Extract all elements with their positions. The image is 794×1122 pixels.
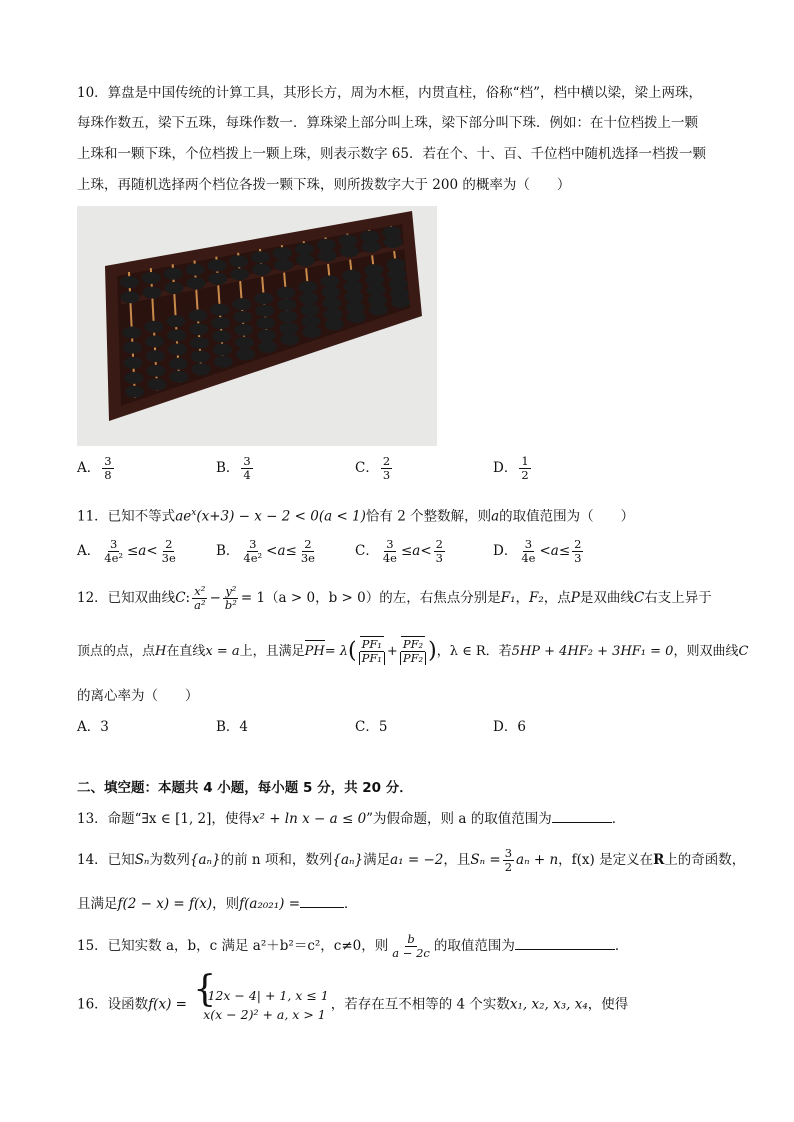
abacus-bead: [208, 273, 227, 285]
abacus-bead: [279, 322, 298, 334]
abacus-bead: [251, 251, 270, 263]
q13-answer-blank[interactable]: [552, 808, 612, 823]
abacus-bead: [317, 239, 336, 251]
abacus-bead: [142, 272, 161, 284]
abacus-bead: [362, 241, 381, 253]
abacus-bead: [233, 311, 252, 323]
abacus-bead: [274, 259, 293, 271]
abacus-bead: [164, 268, 183, 280]
q10-option-a[interactable]: A． $\frac{3}{8}$: [77, 454, 112, 482]
abacus-bead: [191, 351, 210, 363]
abacus-bead: [214, 356, 233, 368]
abacus-bead: [295, 243, 314, 255]
abacus-bead: [234, 324, 253, 336]
q11-option-d[interactable]: D． $\frac{3}{4e}$ <a≤ $\frac{2}{3}$: [493, 537, 582, 565]
abacus-bead: [120, 276, 139, 288]
q11-option-c[interactable]: C． $\frac{3}{4e}$ ≤a< $\frac{2}{3}$: [355, 537, 443, 565]
q10-line-4: 上珠，再随机选择两个档位各拨一颗下珠，则所拨数字大于 200 的概率为（ ）: [77, 177, 571, 193]
abacus-bead: [232, 298, 251, 310]
abacus-bead: [252, 264, 271, 276]
abacus-bead: [125, 386, 144, 398]
abacus-bead: [342, 270, 361, 282]
abacus-bead: [384, 236, 403, 248]
abacus-bead: [121, 291, 140, 303]
abacus-bead: [277, 299, 296, 311]
abacus-bead: [144, 321, 163, 333]
abacus-bead: [166, 315, 185, 327]
abacus-bead: [257, 330, 276, 342]
q11-option-b[interactable]: B． $\frac{3}{\text{4e²}}$ <a≤ $\frac{2}{3e}$: [216, 537, 315, 565]
q12-option-b[interactable]: B．4: [216, 719, 249, 735]
abacus-bead: [340, 245, 359, 257]
abacus-bead: [207, 260, 226, 272]
q13-stem: 13．命题“∃x ∈ [1, 2]，使得x² + ln x − a ≤ 0”为假命题，则 a 的取值范围为 ．: [77, 808, 727, 829]
section-2-heading: 二、填空题：本题共 4 小题，每小题 5 分，共 20 分．: [77, 780, 413, 796]
q12-option-a[interactable]: A．3: [77, 719, 109, 735]
abacus-bead: [170, 371, 189, 383]
abacus-bead: [302, 326, 321, 338]
abacus-bead: [188, 309, 207, 321]
abacus-bead: [254, 292, 273, 304]
abacus-bead: [212, 330, 231, 342]
abacus-bead: [278, 311, 297, 323]
q12-line-2: 顶点的点，点H在直线x = a上，且满足PH= λ( $\frac{\text{PF₁}}{\text{PF₁}}$ + $\frac{\text{PF₂}}{\text{PF₂}}$ )，λ ∈ R．若5HP + 4HF₂ + 3HF₁ = 0，则双曲线C: [77, 637, 749, 665]
q10-option-d[interactable]: D． $\frac{1}{2}$: [493, 454, 529, 482]
abacus-bead: [299, 293, 318, 305]
abacus-bead: [391, 296, 410, 308]
abacus-bead: [325, 318, 344, 330]
abacus-bead: [192, 363, 211, 375]
abacus-bead: [321, 286, 340, 298]
q15-stem: 15．已知实数 a，b，c 满足 a²＋b²＝c²，c≠0，则 $\frac{b}{a - 2c}$ 的取值范围为 ．: [77, 932, 629, 960]
q10-line-3: 上珠和一颗下珠，个位档拨上一颗上珠，则表示数字 65．若在个、十、百、千位档中随机选择一档拨一颗: [77, 146, 706, 162]
abacus-image: [77, 206, 437, 446]
q10-option-b[interactable]: B． $\frac{3}{4}$: [216, 454, 251, 482]
q10-line-2: 每珠作数五，梁下五珠，每珠作数一．算珠梁上部分叫上珠，梁下部分叫下珠．例如：在十位档拨上一颗: [77, 115, 698, 131]
abacus-bead: [296, 254, 315, 266]
q16-stem: 16．设函数f(x) = { |12x − 4| + 1, x ≤ 1 x(x − 2)² + a, x > 1 ，若存在互不相等的 4 个实数x₁, x₂, x₃, x₄，使得: [77, 969, 629, 1022]
abacus-bead: [339, 235, 358, 247]
abacus-bead: [186, 277, 205, 289]
abacus-bead: [165, 282, 184, 294]
abacus-bead: [125, 372, 144, 384]
abacus-bead: [169, 358, 188, 370]
q16-piecewise: { |12x − 4| + 1, x ≤ 1 x(x − 2)² + a, x > 1: [193, 969, 329, 1022]
abacus-bead: [211, 317, 230, 329]
abacus-bead: [255, 305, 274, 317]
q14-line-1: 14．已知Sₙ为数列{aₙ}的前 n 项和，数列{aₙ}满足a₁ = −2，且Sₙ = $\frac{3}{2}$ aₙ + n，f(x) 是定义在R上的奇函数，: [77, 846, 746, 874]
abacus-bead: [124, 357, 143, 369]
abacus-bead: [143, 287, 162, 299]
abacus-bead: [256, 317, 275, 329]
abacus-bead: [273, 247, 292, 259]
abacus-bead: [322, 297, 341, 309]
q15-answer-blank[interactable]: [515, 935, 615, 950]
q14-answer-blank[interactable]: [300, 893, 344, 908]
abacus-bead: [347, 311, 366, 323]
abacus-bead: [122, 326, 141, 338]
abacus-bead: [318, 250, 337, 262]
abacus-bead: [369, 303, 388, 315]
q12-line-1: 12．已知双曲线C: $\frac{\text{x²}}{\text{a²}}$ − $\frac{\text{y²}}{\text{b²}}$ = 1（a > 0，b > 0）的左，右焦点分别是F₁，F₂，点P是双曲线C右支上异于: [77, 584, 712, 612]
abacus-bead: [190, 337, 209, 349]
abacus-bead: [298, 281, 317, 293]
abacus-bead: [186, 264, 205, 276]
q10-option-c[interactable]: C． $\frac{2}{3}$: [355, 454, 391, 482]
abacus-bead: [210, 304, 229, 316]
abacus-bead: [236, 348, 255, 360]
abacus-bead: [345, 291, 364, 303]
abacus-bead: [230, 268, 249, 280]
q12-option-d[interactable]: D．6: [493, 719, 526, 735]
abacus-bead: [168, 344, 187, 356]
abacus-bead: [280, 333, 299, 345]
abacus-bead: [235, 337, 254, 349]
abacus-bead: [147, 378, 166, 390]
abacus-bead: [343, 280, 362, 292]
abacus-bead: [167, 329, 186, 341]
abacus-bead: [189, 323, 208, 335]
q10-line-1: 10．算盘是中国传统的计算工具，其形长方，周为木框，内贯直柱，俗称“档”，档中横以梁，梁上两珠，: [77, 85, 702, 101]
abacus-bead: [123, 342, 142, 354]
q12-option-c[interactable]: C．5: [355, 719, 388, 735]
q14-line-2: 且满足f(2 − x) = f(x)，则f(a₂₀₂₁) = ．: [77, 893, 727, 914]
abacus-bead: [145, 335, 164, 347]
abacus-bead: [258, 341, 277, 353]
abacus-bead: [147, 365, 166, 377]
q11-option-a[interactable]: A． $\frac{3}{\text{4e²}}$ ≤a< $\frac{2}{3e}$: [77, 537, 176, 565]
abacus-bead: [276, 287, 295, 299]
abacus-bead: [301, 315, 320, 327]
q11-stem: 11．已知不等式$ae^x(x+3) - x - 2 < 0(a < 1)$恰有 2 个整数解，则a的取值范围为（ ）: [77, 508, 635, 525]
abacus-bead: [300, 304, 319, 316]
abacus-bead: [213, 344, 232, 356]
q12-line-3: 的离心率为（ ）: [77, 688, 199, 704]
abacus-bead: [146, 350, 165, 362]
abacus-bead: [320, 275, 339, 287]
abacus-bead: [229, 255, 248, 267]
